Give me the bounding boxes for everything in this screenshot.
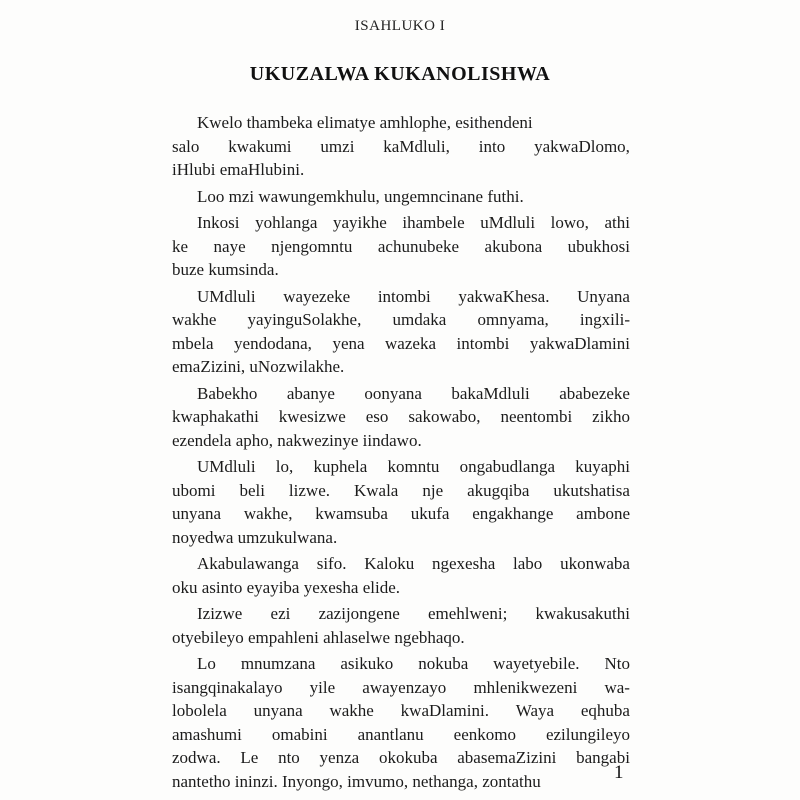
text-line: unyana wakhe, kwamsuba ukufa engakhange ambone	[172, 504, 630, 523]
text-line: lobolela unyana wakhe kwaDlamini. Waya eqhuba	[172, 701, 630, 720]
text-line: Inkosi yohlanga yayikhe ihambele uMdluli lowo, athi	[197, 213, 630, 232]
chapter-title: UKUZALWA KUKANOLISHWA	[249, 63, 551, 85]
text-line: UMdluli lo, kuphela komntu ongabudlanga kuyaphi	[197, 457, 630, 476]
text-line: zodwa. Le nto yenza okokuba abasemaZizini bangabi	[172, 748, 630, 767]
text-line: Akabulawanga sifo. Kaloku ngexesha labo ukonwaba	[197, 554, 630, 573]
body-text	[172, 111, 630, 793]
text-line: Izizwe ezi zazijongene emehlweni; kwakusakuthi	[197, 604, 630, 623]
page-number: 1	[614, 762, 624, 783]
paragraph	[172, 211, 630, 282]
text-line: ubomi beli lizwe. Kwala nje akugqiba ukutshatisa	[172, 480, 630, 500]
text-line: salo kwakumi umzi kaMdluli, into yakwaDlomo,	[172, 136, 630, 156]
text-line: mbela yendodana, yena wazeka intombi yakwaDlamini	[172, 333, 630, 353]
paragraph	[172, 652, 630, 793]
text-line: Loo mzi wawungemkhulu, ungemncinane futhi.	[197, 186, 524, 206]
text-line: Kwelo thambeka elimatye amhlophe, esithendeni	[197, 113, 533, 132]
text-line: noyedwa umzukulwana.	[172, 527, 338, 547]
paragraph	[172, 552, 630, 599]
text-line: nantetho ininzi. Inyongo, imvumo, nethanga, zontathu	[172, 771, 541, 791]
text-line: ke naye njengomntu achunubeke akubona ubukhosi	[172, 236, 630, 256]
paragraph	[172, 285, 630, 379]
running-head: ISAHLUKO I	[354, 18, 446, 34]
text-line: buze kumsinda.	[172, 260, 279, 279]
text-line: Lo mnumzana asikuko nokuba wayetyebile. Nto	[197, 654, 630, 673]
text-line: isangqinakalayo yile awayenzayo mhlenikwezeni wa-	[172, 677, 630, 697]
text-line: amashumi omabini anantlanu eenkomo ezilungileyo	[172, 724, 630, 744]
text-line: wakhe yayinguSolakhe, umdaka omnyama, ingxili-	[172, 310, 630, 329]
text-line: otyebileyo empahleni ahlaselwe ngebhaqo.	[172, 627, 465, 647]
text-line: oku asinto eyayiba yexesha elide.	[172, 577, 401, 597]
paragraph	[172, 111, 630, 182]
text-line: ezendela apho, nakwezinye iindawo.	[172, 430, 422, 450]
paragraph	[172, 185, 630, 209]
text-line: UMdluli wayezeke intombi yakwaKhesa. Unyana	[197, 286, 630, 306]
paragraph	[172, 382, 630, 453]
paragraph	[172, 602, 630, 649]
paragraph	[172, 455, 630, 549]
text-line: kwaphakathi kwesizwe eso sakowabo, neentombi zikho	[172, 407, 630, 426]
text-line: iHlubi emaHlubini.	[172, 160, 305, 179]
text-line: Babekho abanye oonyana bakaMdluli ababezeke	[197, 383, 630, 403]
text-line: emaZizini, uNozwilakhe.	[172, 357, 345, 376]
